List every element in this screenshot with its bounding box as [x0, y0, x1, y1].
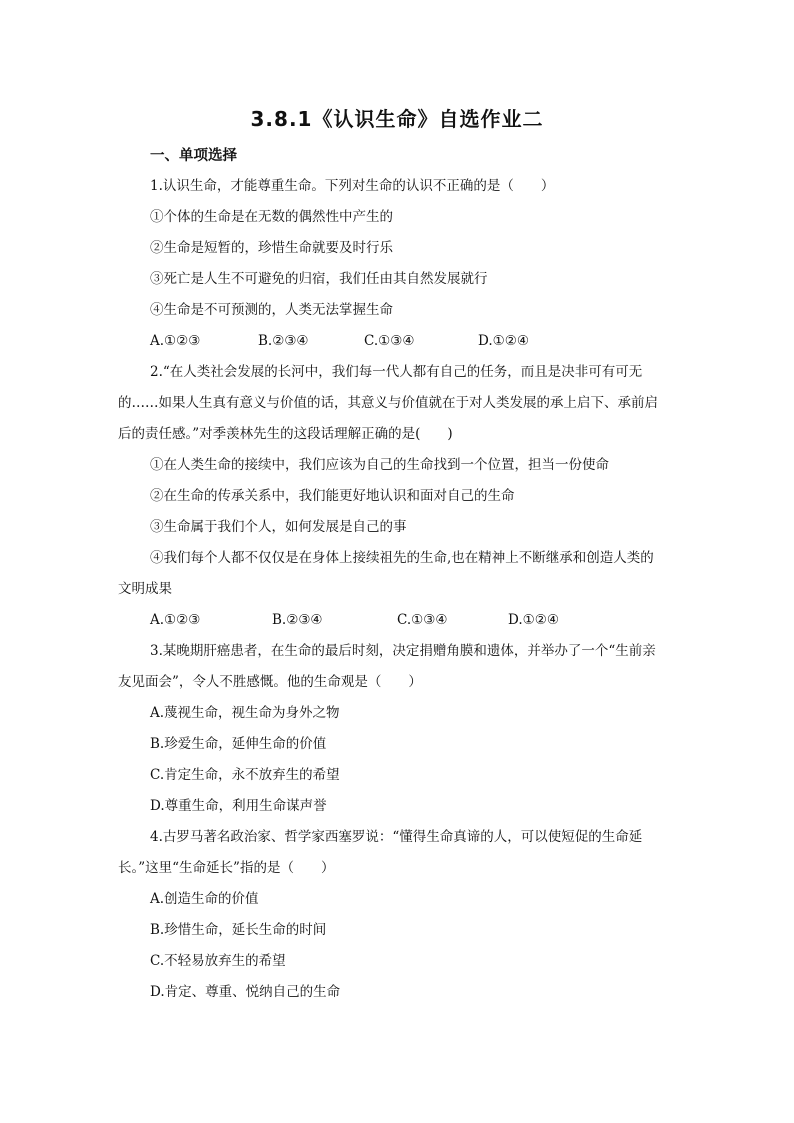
q1-option-c: C.①③④: [364, 333, 415, 349]
q2-item-4-line-1: ④我们每个人都不仅仅是在身体上接续祖先的生命,也在精神上不断继承和创造人类的: [150, 550, 654, 566]
q4-stem-line-2: 长。”这里“生命延长”指的是（ ）: [118, 860, 335, 876]
document-title: 3.8.1《认识生命》自选作业二: [250, 107, 544, 131]
section-heading: 一、单项选择: [150, 148, 237, 164]
q2-item-2: ②在生命的传承关系中，我们能更好地认识和面对自己的生命: [150, 488, 515, 504]
q2-stem-line-3: 后的责任感。”对季羡林先生的这段话理解正确的是( ): [118, 426, 453, 442]
q1-stem: 1.认识生命，才能尊重生命。下列对生命的认识不正确的是（ ）: [150, 178, 555, 194]
q4-option-b: B.珍惜生命，延长生命的时间: [150, 922, 327, 938]
q3-stem-line-1: 3.某晚期肝癌患者，在生命的最后时刻，决定捐赠角膜和遗体，并举办了一个“生前亲: [150, 643, 656, 659]
q1-item-2: ②生命是短暂的，珍惜生命就要及时行乐: [150, 240, 393, 256]
q4-stem-line-1: 4.古罗马著名政治家、哲学家西塞罗说：“懂得生命真谛的人，可以使短促的生命延: [150, 829, 643, 845]
q4-option-c: C.不轻易放弃生的希望: [150, 953, 286, 969]
q2-option-b: B.②③④: [272, 612, 323, 628]
q1-item-3: ③死亡是人生不可避免的归宿，我们任由其自然发展就行: [150, 271, 488, 287]
q2-stem-line-2: 的……如果人生真有意义与价值的话，其意义与价值就在于对人类发展的承上启下、承前启: [118, 395, 658, 411]
q3-stem-line-2: 友见面会”，令人不胜感慨。他的生命观是（ ）: [118, 674, 422, 690]
q1-option-b: B.②③④: [258, 333, 309, 349]
q3-option-b: B.珍爱生命，延伸生命的价值: [150, 736, 327, 752]
q2-stem-line-1: 2.“在人类社会发展的长河中，我们每一代人都有自己的任务，而且是决非可有可无: [150, 364, 643, 380]
q4-option-a: A.创造生命的价值: [150, 891, 259, 907]
q1-item-4: ④生命是不可预测的，人类无法掌握生命: [150, 302, 393, 318]
q1-option-a: A.①②③: [150, 333, 201, 349]
q1-item-1: ①个体的生命是在无数的偶然性中产生的: [150, 209, 393, 225]
q2-option-c: C.①③④: [397, 612, 448, 628]
q2-option-d: D.①②④: [508, 612, 559, 628]
q3-option-a: A.蔑视生命，视生命为身外之物: [150, 705, 340, 721]
q2-item-3: ③生命属于我们个人，如何发展是自己的事: [150, 519, 407, 535]
q1-option-d: D.①②④: [478, 333, 529, 349]
q2-item-4-line-2: 文明成果: [118, 581, 172, 597]
q2-item-1: ①在人类生命的接续中，我们应该为自己的生命找到一个位置，担当一份使命: [150, 457, 609, 473]
q4-option-d: D.肯定、尊重、悦纳自己的生命: [150, 984, 341, 1000]
q2-option-a: A.①②③: [150, 612, 201, 628]
q3-option-c: C.肯定生命，永不放弃生的希望: [150, 767, 340, 783]
q3-option-d: D.尊重生命，利用生命谋声誉: [150, 798, 327, 814]
